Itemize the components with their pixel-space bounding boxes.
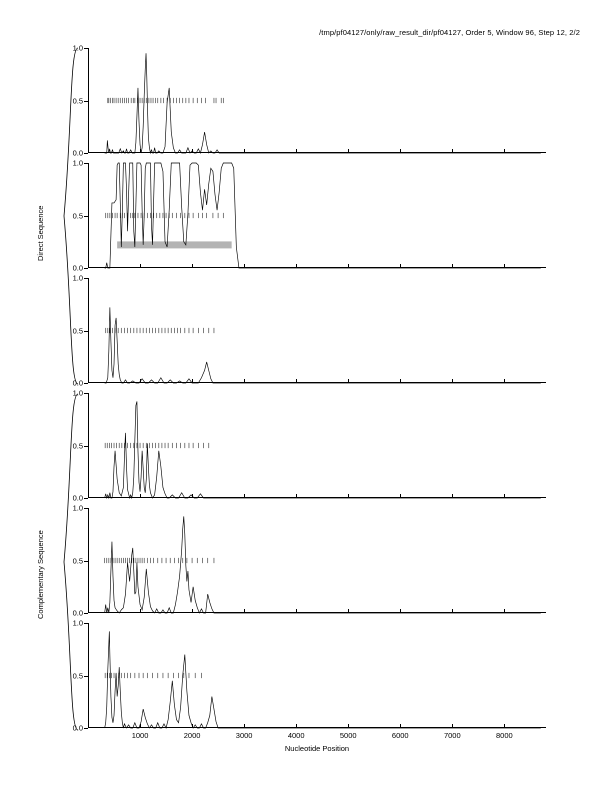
marker-row xyxy=(105,558,214,563)
y-tick-label: 0.5 xyxy=(72,556,83,565)
chart-panel-3 xyxy=(72,273,546,388)
y-tick-label: 0.0 xyxy=(72,493,83,503)
series-layer xyxy=(88,278,546,383)
y-tick-label: 0.5 xyxy=(72,671,83,680)
y-tick xyxy=(84,383,88,384)
x-tick-label: 2000 xyxy=(183,731,201,740)
chart-panel-2 xyxy=(72,158,546,273)
x-tick-label: 1000 xyxy=(131,731,149,740)
series-layer xyxy=(88,508,546,613)
y-tick xyxy=(84,268,88,269)
figure-title: /tmp/pf04127/only/raw_result_dir/pf04127, Order 5, Window 96, Step 12, 2/2 xyxy=(319,28,580,37)
y-tick-label: 0.0 xyxy=(72,378,83,388)
y-tick-label: 1.0 xyxy=(72,273,83,283)
x-tick-label: 4000 xyxy=(287,731,305,740)
group-label-complementary: Complementary Sequence xyxy=(36,530,45,620)
series-layer xyxy=(88,163,546,268)
chart-panel-6 xyxy=(72,618,546,740)
y-tick-label: 1.0 xyxy=(72,158,83,168)
y-tick-label: 0.0 xyxy=(72,263,83,273)
marker-row xyxy=(105,443,209,448)
x-tick-label: 5000 xyxy=(339,731,357,740)
marker-row xyxy=(106,328,214,333)
x-tick-label: 7000 xyxy=(443,731,461,740)
series-layer xyxy=(88,48,546,153)
y-tick-label: 1.0 xyxy=(72,618,83,628)
series-line xyxy=(105,53,541,153)
marker-row xyxy=(108,98,224,103)
series-line xyxy=(105,307,541,383)
y-tick-label: 0.0 xyxy=(72,608,83,618)
series-line xyxy=(105,163,541,268)
y-tick-label: 1.0 xyxy=(72,503,83,513)
y-tick xyxy=(84,613,88,614)
y-tick xyxy=(84,498,88,499)
y-tick-label: 0.5 xyxy=(72,211,83,220)
group-label-direct: Direct Sequence xyxy=(36,205,45,261)
y-tick-label: 0.5 xyxy=(72,96,83,105)
series-line xyxy=(105,401,541,498)
y-tick-label: 0.0 xyxy=(72,148,83,158)
x-tick-label: 3000 xyxy=(235,731,253,740)
x-tick-label: 8000 xyxy=(496,731,513,740)
chart-panel-4 xyxy=(72,388,546,503)
series-line xyxy=(105,631,541,728)
series-layer xyxy=(88,393,546,498)
y-tick-label: 1.0 xyxy=(72,388,83,398)
series-layer xyxy=(88,623,546,728)
y-tick-label: 0.5 xyxy=(72,441,83,450)
y-tick xyxy=(84,153,88,154)
y-tick-label: 0.5 xyxy=(72,326,83,335)
series-line xyxy=(105,516,541,613)
chart-panel-5 xyxy=(72,503,546,618)
xaxis-title: Nucleotide Position xyxy=(284,744,350,753)
y-tick-label: 1.0 xyxy=(72,43,83,53)
chart-panel-1 xyxy=(72,43,546,158)
x-tick-label: 6000 xyxy=(391,731,409,740)
y-tick xyxy=(84,728,88,729)
y-tick-label: 0.0 xyxy=(72,723,83,733)
